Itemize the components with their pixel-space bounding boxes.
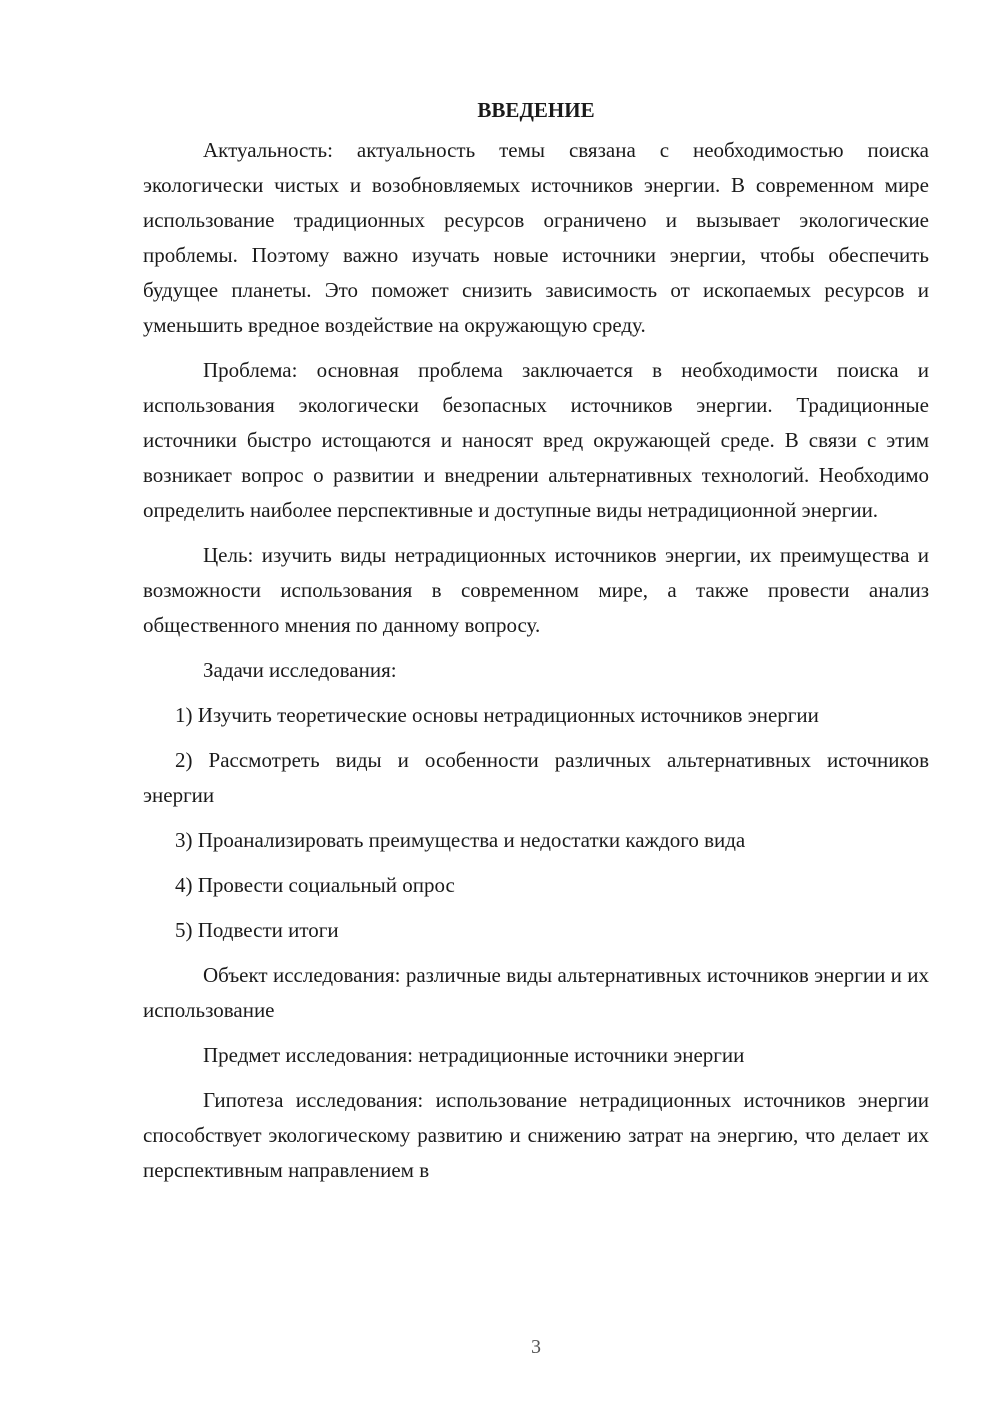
paragraph-hypothesis: Гипотеза исследования: использование нетрадиционных источников энергии способствует экологическому развитию и снижению затрат на энергию, что делает их перспективным направлением в	[143, 1088, 929, 1182]
task-item-1: 1) Изучить теоретические основы нетрадиционных источников энергии	[175, 703, 819, 727]
document-body	[143, 93, 929, 1198]
page-number: 3	[531, 1336, 541, 1358]
task-item-4: 4) Провести социальный опрос	[175, 873, 455, 897]
paragraph-goal: Цель: изучить виды нетрадиционных источников энергии, их преимущества и возможности использования в современном мире, а также провести анализ общественного мнения по данному вопросу.	[143, 543, 929, 637]
task-item-3: 3) Проанализировать преимущества и недостатки каждого вида	[175, 828, 746, 852]
task-item-2: 2) Рассмотреть виды и особенности различных альтернативных источников энергии	[143, 748, 929, 807]
paragraph-object: Объект исследования: различные виды альтернативных источников энергии и их использование	[143, 963, 929, 1022]
task-item-5: 5) Подвести итоги	[175, 918, 339, 942]
paragraph-relevance: Актуальность: актуальность темы связана с необходимостью поиска экологически чистых и возобновляемых источников энергии. В современном мире использование традиционных ресурсов ограничено и вызывает экологические проблемы. Поэтому важно изучать новые источники энергии, чтобы обеспечить будущее планеты. Это поможет снизить зависимость от ископаемых ресурсов и уменьшить вредное воздействие на окружающую среду.	[143, 138, 929, 337]
tasks-heading: Задачи исследования:	[203, 658, 397, 682]
section-title: ВВЕДЕНИЕ	[477, 98, 595, 122]
paragraph-problem: Проблема: основная проблема заключается в необходимости поиска и использования экологически безопасных источников энергии. Традиционные источники быстро истощаются и наносят вред окружающей среде. В связи с этим возникает вопрос о развитии и внедрении альтернативных технологий. Необходимо определить наиболее перспективные и доступные виды нетрадиционной энергии.	[143, 358, 929, 522]
paragraph-subject: Предмет исследования: нетрадиционные источники энергии	[203, 1043, 745, 1067]
